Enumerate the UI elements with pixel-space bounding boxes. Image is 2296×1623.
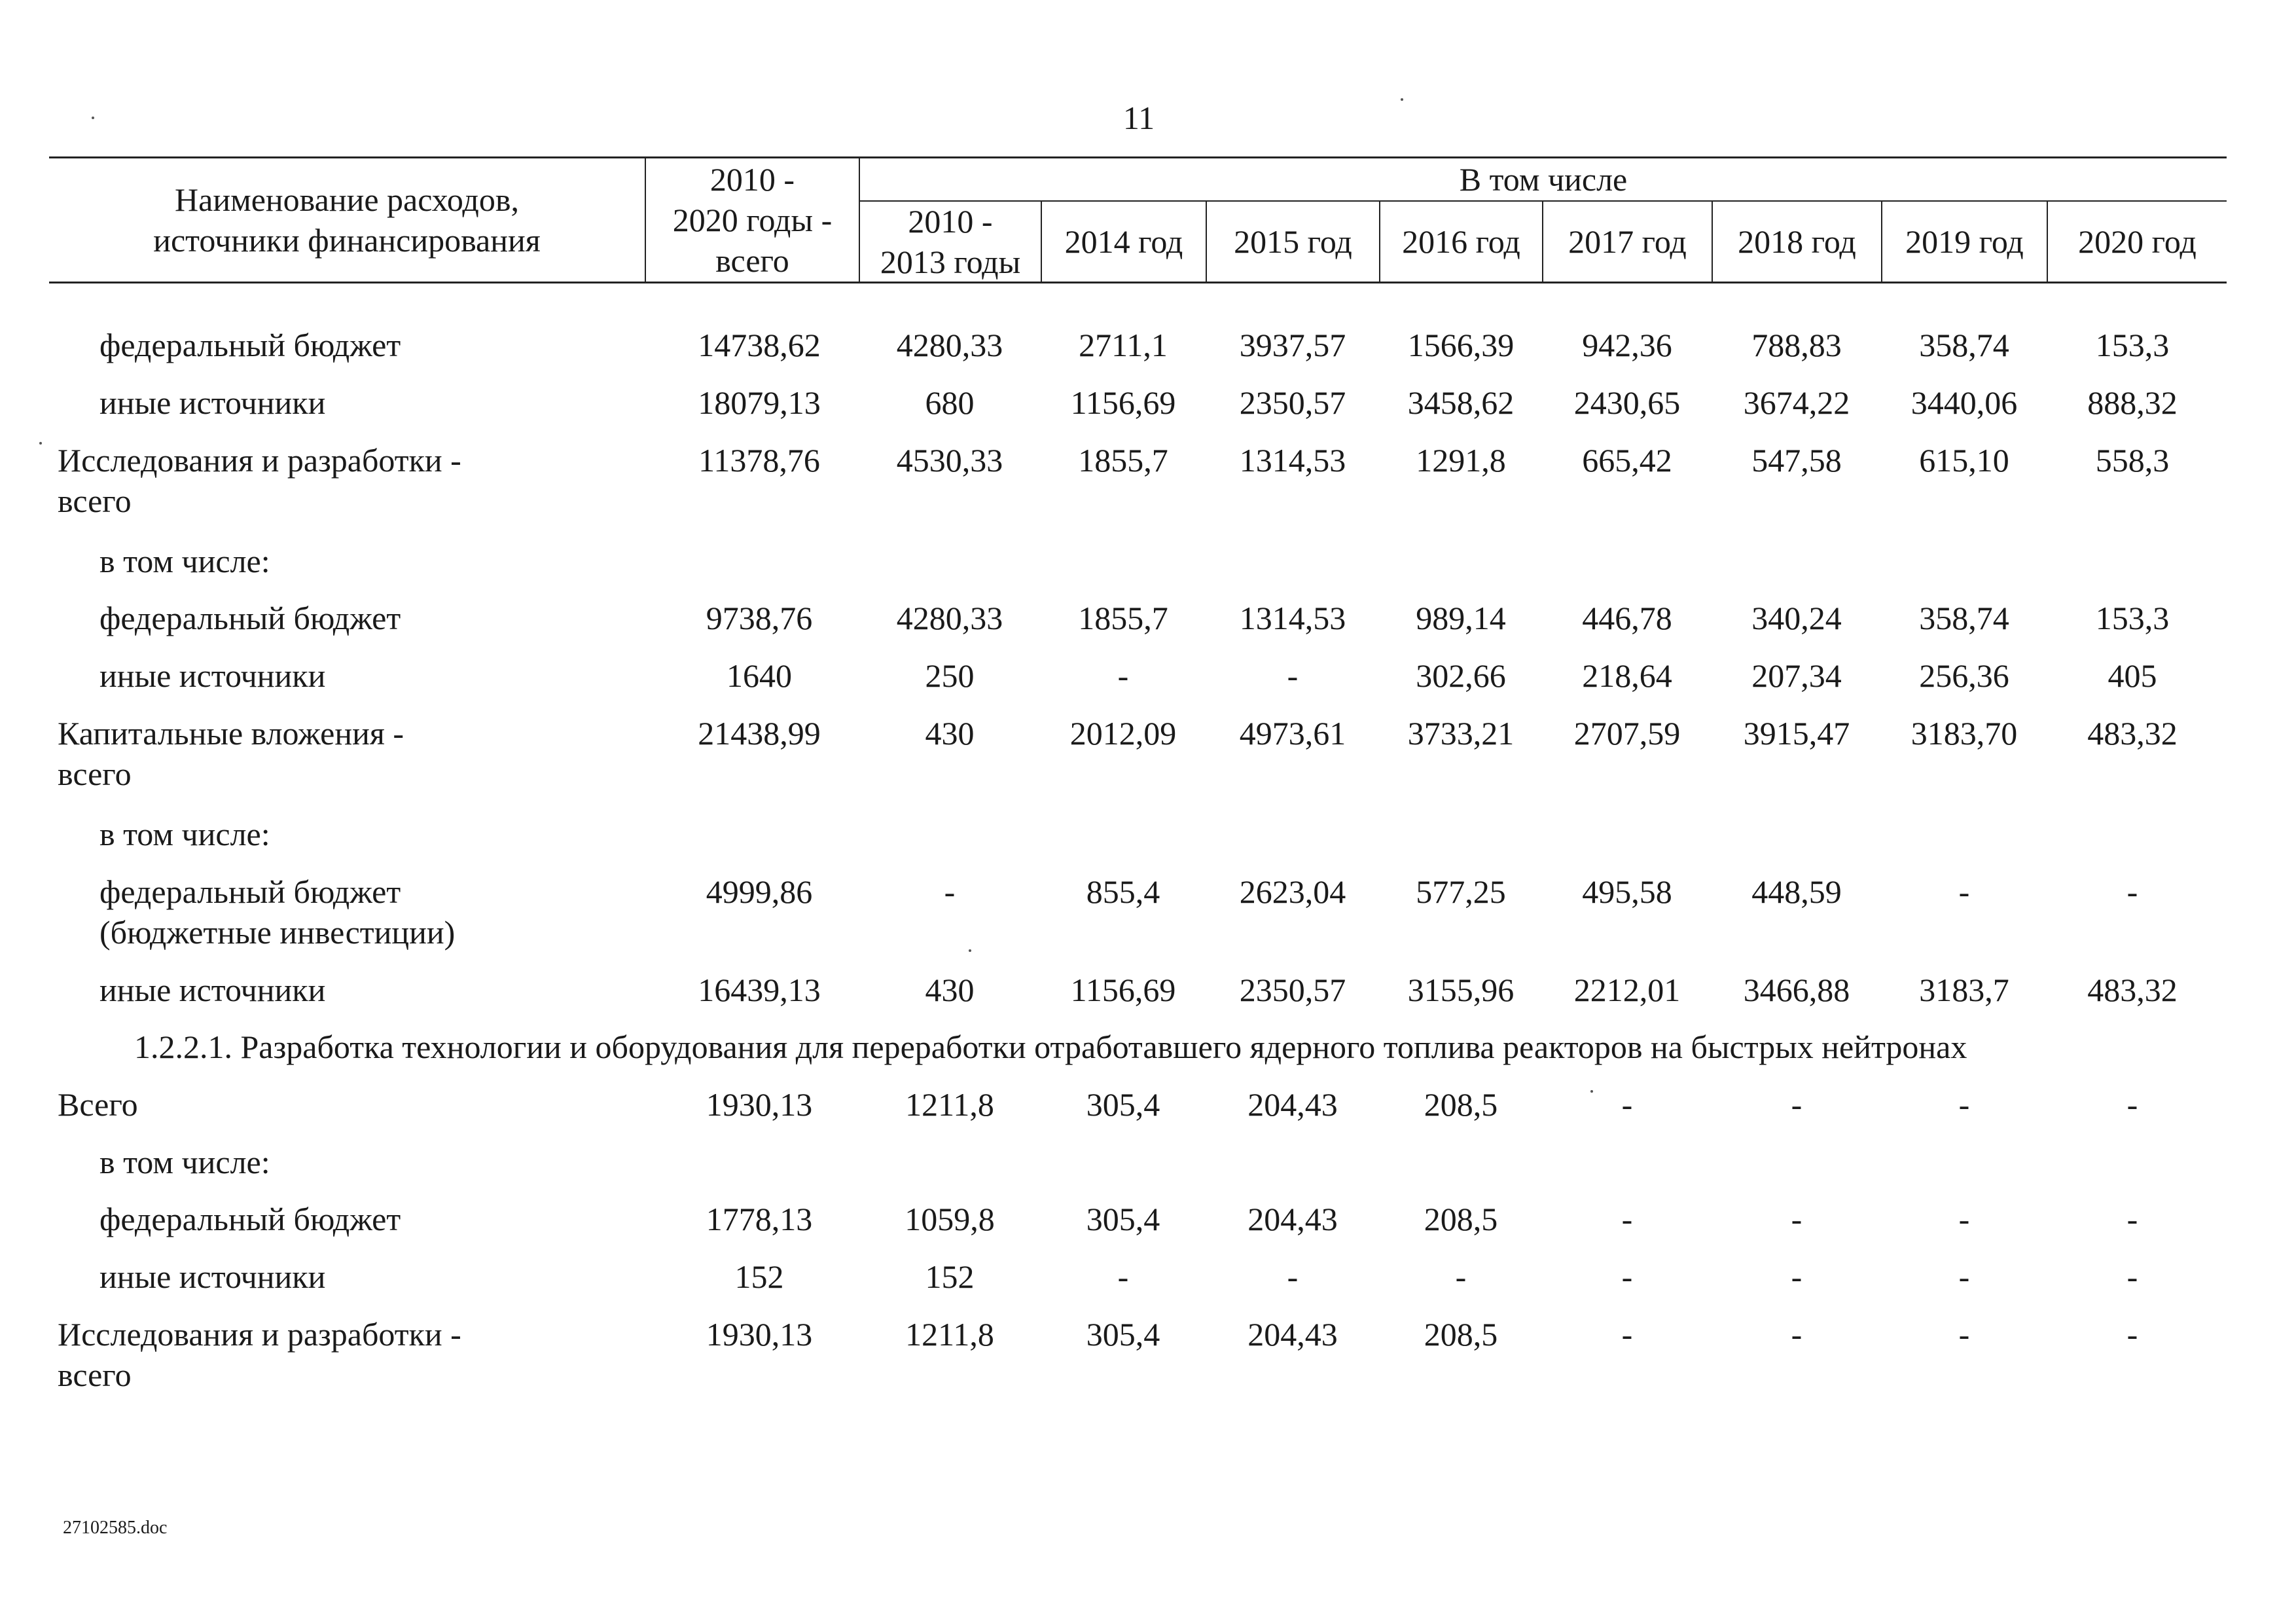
table-cell: 405 bbox=[2108, 657, 2157, 694]
header-name-column: Наименование расходов, источники финансирования bbox=[153, 181, 541, 259]
row-label: в том числе: bbox=[99, 543, 270, 579]
table-cell: 3733,21 bbox=[1407, 715, 1515, 752]
table-cell: - bbox=[1791, 1201, 1803, 1237]
row-label: в том числе: bbox=[99, 816, 270, 852]
table-cell: 218,64 bbox=[1582, 657, 1672, 694]
table-cell: 302,66 bbox=[1416, 657, 1506, 694]
table-cell: 358,74 bbox=[1919, 327, 2009, 363]
table-cell: - bbox=[1621, 1201, 1633, 1237]
table-cell: 204,43 bbox=[1247, 1316, 1338, 1353]
table-cell: 1059,8 bbox=[905, 1201, 995, 1237]
table-cell: - bbox=[2126, 1316, 2138, 1353]
header-year-column: 2017 год bbox=[1568, 223, 1687, 260]
table-cell: 1156,69 bbox=[1070, 384, 1176, 421]
table-cell: 4280,33 bbox=[896, 327, 1003, 363]
table-cell: - bbox=[1958, 1086, 1970, 1123]
table-cell: 2212,01 bbox=[1573, 972, 1681, 1008]
table-cell: 1211,8 bbox=[905, 1316, 994, 1353]
table-cell: 340,24 bbox=[1751, 600, 1842, 636]
table-cell: 448,59 bbox=[1751, 873, 1842, 910]
scan-speck bbox=[1590, 1090, 1593, 1093]
row-label: иные источники bbox=[99, 1258, 326, 1295]
table-cell: 16439,13 bbox=[698, 972, 821, 1008]
table-cell: 3674,22 bbox=[1743, 384, 1850, 421]
table-cell: 3458,62 bbox=[1407, 384, 1515, 421]
table-cell: - bbox=[1455, 1258, 1467, 1295]
table-cell: 1314,53 bbox=[1239, 600, 1346, 636]
table-cell: 207,34 bbox=[1751, 657, 1842, 694]
table-cell: 152 bbox=[734, 1258, 784, 1295]
header-group-column: В том числе bbox=[1459, 161, 1628, 198]
table-cell: 1291,8 bbox=[1416, 442, 1506, 479]
scan-speck bbox=[969, 949, 971, 952]
table-cell: 2012,09 bbox=[1069, 715, 1177, 752]
table-cell: 4973,61 bbox=[1239, 715, 1346, 752]
table-cell: 483,32 bbox=[2087, 715, 2178, 752]
row-label: в том числе: bbox=[99, 1144, 270, 1180]
table-cell: - bbox=[2126, 1086, 2138, 1123]
header-year-column: 2016 год bbox=[1402, 223, 1520, 260]
table-cell: 305,4 bbox=[1086, 1316, 1160, 1353]
header-year-column: 2020 год bbox=[2078, 223, 2197, 260]
table-cell: 2350,57 bbox=[1239, 384, 1346, 421]
table-cell: - bbox=[1117, 1258, 1129, 1295]
table-cell: 208,5 bbox=[1424, 1316, 1498, 1353]
table-cell: 256,36 bbox=[1919, 657, 2009, 694]
table-bottom-rule bbox=[49, 282, 2227, 283]
table-cell: 1566,39 bbox=[1407, 327, 1515, 363]
table-cell: - bbox=[1958, 873, 1970, 910]
table-cell: - bbox=[2126, 1201, 2138, 1237]
footer-filename: 27102585.doc bbox=[63, 1518, 168, 1538]
table-cell: 153,3 bbox=[2095, 600, 2170, 636]
table-cell: - bbox=[1621, 1086, 1633, 1123]
table-cell: 942,36 bbox=[1582, 327, 1672, 363]
table-cell: 14738,62 bbox=[698, 327, 821, 363]
table-cell: 2707,59 bbox=[1573, 715, 1681, 752]
table-cell: 4280,33 bbox=[896, 600, 1003, 636]
table-cell: 11378,76 bbox=[698, 442, 820, 479]
row-label: федеральный бюджет (бюджетные инвестиции) bbox=[99, 873, 456, 951]
table-cell: 250 bbox=[925, 657, 975, 694]
row-label: Всего bbox=[58, 1086, 138, 1123]
table-cell: 430 bbox=[925, 715, 975, 752]
row-label: Капитальные вложения - всего bbox=[58, 715, 404, 792]
table-cell: - bbox=[1958, 1316, 1970, 1353]
table-cell: 3915,47 bbox=[1743, 715, 1850, 752]
table-cell: 2711,1 bbox=[1079, 327, 1168, 363]
table-cell: 4999,86 bbox=[706, 873, 813, 910]
table-cell: 153,3 bbox=[2095, 327, 2170, 363]
page-number: 11 bbox=[1122, 100, 1155, 136]
table-cell: 1640 bbox=[726, 657, 792, 694]
table-cell: 3183,7 bbox=[1919, 972, 2009, 1008]
table-cell: 483,32 bbox=[2087, 972, 2178, 1008]
header-year-column: 2015 год bbox=[1234, 223, 1352, 260]
table-cell: 888,32 bbox=[2087, 384, 2178, 421]
header-year-column: 2010 - 2013 годы bbox=[880, 203, 1021, 280]
table-cell: - bbox=[1958, 1258, 1970, 1295]
section-caption: 1.2.2.1. Разработка технологии и оборудования для переработки отработавшего ядерного топлива реакторов на быстрых нейтронах bbox=[134, 1029, 1967, 1065]
table-cell: 358,74 bbox=[1919, 600, 2009, 636]
table-cell: 204,43 bbox=[1247, 1201, 1338, 1237]
table-cell: 1156,69 bbox=[1070, 972, 1176, 1008]
header-year-column: 2019 год bbox=[1905, 223, 2024, 260]
header-year-column: 2014 год bbox=[1064, 223, 1183, 260]
table-cell: 9738,76 bbox=[706, 600, 813, 636]
table-cell: - bbox=[1791, 1258, 1803, 1295]
table-cell: 208,5 bbox=[1424, 1201, 1498, 1237]
table-cell: - bbox=[944, 873, 956, 910]
table-cell: 989,14 bbox=[1416, 600, 1506, 636]
table-cell: 3183,70 bbox=[1910, 715, 2018, 752]
table-cell: 855,4 bbox=[1086, 873, 1160, 910]
table-cell: 305,4 bbox=[1086, 1201, 1160, 1237]
table-cell: 21438,99 bbox=[698, 715, 821, 752]
header-year-column: 2018 год bbox=[1738, 223, 1856, 260]
table-cell: - bbox=[2126, 873, 2138, 910]
table-cell: 1855,7 bbox=[1078, 442, 1168, 479]
table-cell: 3466,88 bbox=[1743, 972, 1850, 1008]
table-cell: - bbox=[1621, 1316, 1633, 1353]
table-cell: - bbox=[2126, 1258, 2138, 1295]
scan-speck bbox=[1401, 98, 1403, 101]
table-cell: - bbox=[1287, 657, 1299, 694]
table-cell: 204,43 bbox=[1247, 1086, 1338, 1123]
table-cell: 305,4 bbox=[1086, 1086, 1160, 1123]
row-label: иные источники bbox=[99, 384, 326, 421]
table-cell: 680 bbox=[925, 384, 975, 421]
table-cell: 495,58 bbox=[1582, 873, 1672, 910]
table-cell: 1855,7 bbox=[1078, 600, 1168, 636]
row-label: федеральный бюджет bbox=[99, 327, 401, 363]
table-cell: 2350,57 bbox=[1239, 972, 1346, 1008]
table-cell: 18079,13 bbox=[698, 384, 821, 421]
table-cell: - bbox=[1117, 657, 1129, 694]
table-cell: 1211,8 bbox=[905, 1086, 994, 1123]
row-label: иные источники bbox=[99, 657, 326, 694]
table-cell: 4530,33 bbox=[896, 442, 1003, 479]
row-label: федеральный бюджет bbox=[99, 1201, 401, 1237]
table-cell: 577,25 bbox=[1416, 873, 1506, 910]
table-cell: 1930,13 bbox=[706, 1086, 813, 1123]
row-label: Исследования и разработки - всего bbox=[58, 1316, 461, 1393]
table-cell: 446,78 bbox=[1582, 600, 1672, 636]
table-cell: 3155,96 bbox=[1407, 972, 1515, 1008]
table-cell: 547,58 bbox=[1751, 442, 1842, 479]
table-cell: 208,5 bbox=[1424, 1086, 1498, 1123]
table-cell: - bbox=[1958, 1201, 1970, 1237]
table-cell: - bbox=[1287, 1258, 1299, 1295]
table-cell: 430 bbox=[925, 972, 975, 1008]
table-cell: - bbox=[1791, 1316, 1803, 1353]
table-cell: 1314,53 bbox=[1239, 442, 1346, 479]
row-label: Исследования и разработки - всего bbox=[58, 442, 461, 519]
table-cell: 3937,57 bbox=[1239, 327, 1346, 363]
table-cell: 152 bbox=[925, 1258, 975, 1295]
table-cell: 615,10 bbox=[1919, 442, 2009, 479]
header-total-column: 2010 - 2020 годы - всего bbox=[672, 161, 833, 279]
table-cell: 558,3 bbox=[2095, 442, 2170, 479]
table-cell: 1930,13 bbox=[706, 1316, 813, 1353]
table-cell: - bbox=[1621, 1258, 1633, 1295]
row-label: федеральный бюджет bbox=[99, 600, 401, 636]
scan-speck bbox=[39, 442, 42, 445]
table-cell: - bbox=[1791, 1086, 1803, 1123]
scan-speck bbox=[92, 117, 94, 119]
table-cell: 2623,04 bbox=[1239, 873, 1346, 910]
table-cell: 2430,65 bbox=[1573, 384, 1681, 421]
row-label: иные источники bbox=[99, 972, 326, 1008]
table-cell: 1778,13 bbox=[706, 1201, 813, 1237]
table-cell: 3440,06 bbox=[1910, 384, 2018, 421]
table-cell: 788,83 bbox=[1751, 327, 1842, 363]
table-cell: 665,42 bbox=[1582, 442, 1672, 479]
